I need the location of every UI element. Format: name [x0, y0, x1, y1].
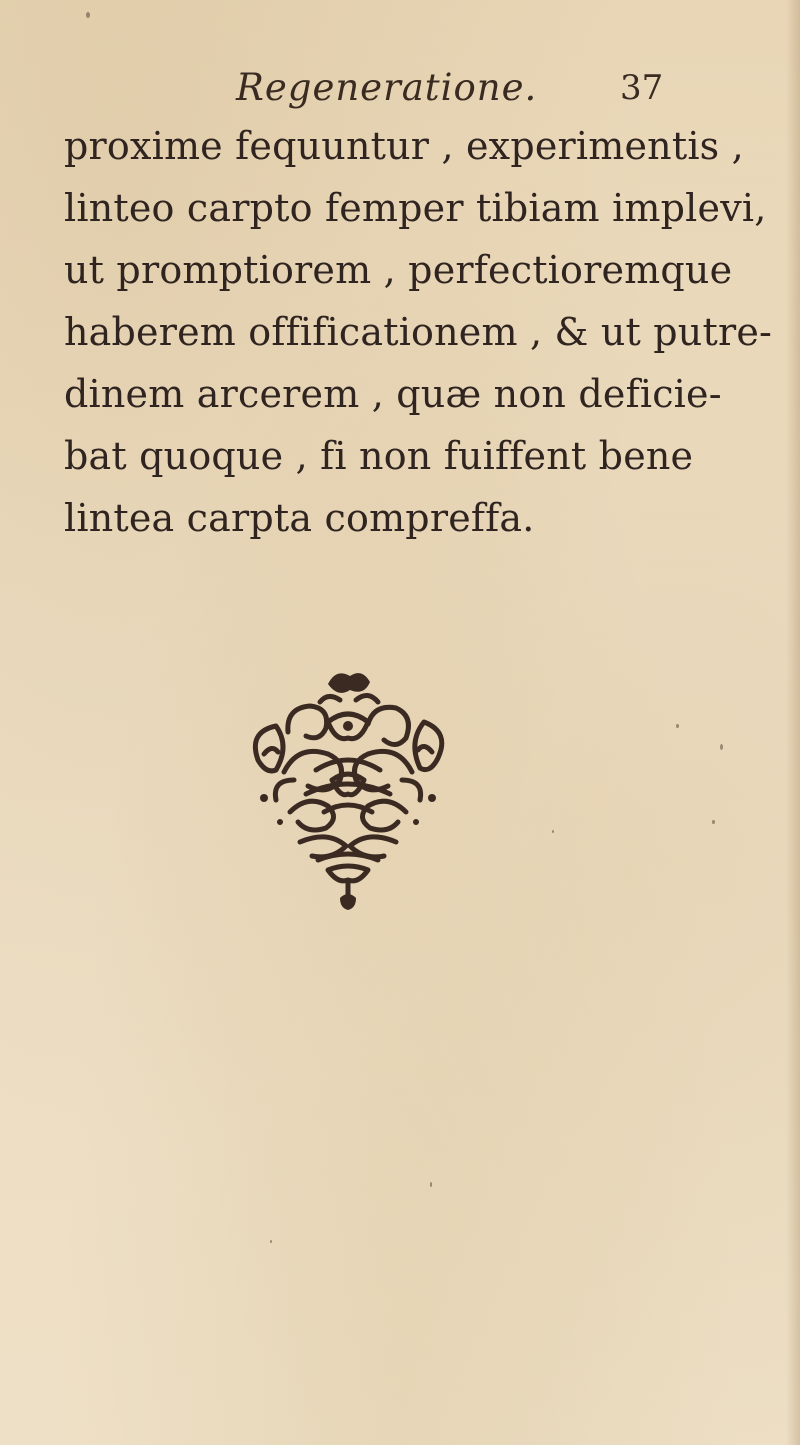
body-text	[64, 115, 773, 549]
text-line: linteo carpto femper tibiam implevi,	[64, 186, 767, 230]
text-line: lintea carpta compreffa.	[64, 496, 535, 540]
text-line: bat quoque , fi non fuiffent bene	[64, 434, 694, 478]
running-title: Regeneratione.	[236, 66, 538, 109]
text-line: proxime fequuntur , experimentis ,	[64, 124, 744, 168]
text-line: haberem offificationem , & ut putre-	[64, 310, 773, 354]
text-line: dinem arcerem , quæ non deficie-	[64, 372, 722, 416]
page-number: 37	[620, 68, 664, 108]
text-line: ut promptiorem , perfectioremque	[64, 248, 733, 292]
floral-tailpiece-icon	[228, 662, 468, 912]
page-edge-shadow	[786, 0, 800, 1445]
